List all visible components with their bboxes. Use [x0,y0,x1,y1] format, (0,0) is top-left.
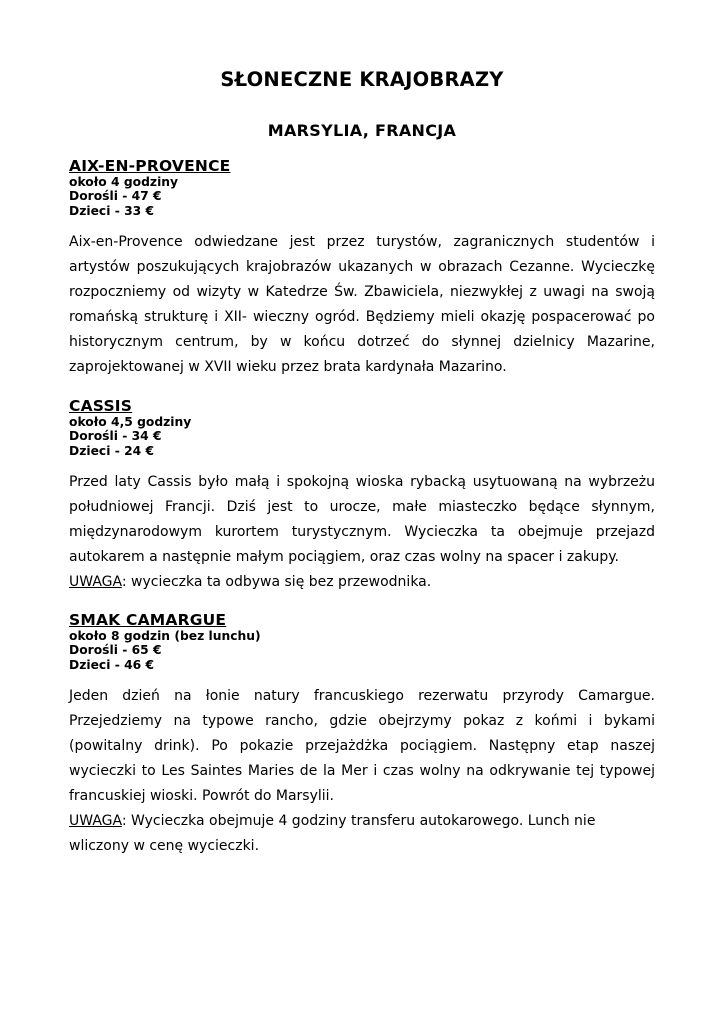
tour-section-aix [69,157,655,380]
document-subtitle: MARSYLIA, FRANCJA [267,121,457,140]
tour-price-adults: Dorośli - 34 € [69,429,162,444]
tour-duration: około 4,5 godziny [69,415,192,429]
tour-description: Aix-en-Provence odwiedzane jest przez turystów, zagranicznych studentów i artystów poszukujących krajobrazów ukazanych w obrazach Cezanne. Wycieczkę rozpoczniemy od wizyty w Katedrze Św. Zbawiciela, niezwykłej z uwagi na swoją romańską strukturę i XII- wieczny ogród. Będziemy mieli okazję pospacerować po historycznym centrum, by w końcu dotrzeć do słynnej dzielnicy Mazarine, zaprojektowanej w XVII wieku przez brata kardynała Mazarino. [69,234,655,376]
tour-section-cassis [69,397,655,595]
tour-description: Przed laty Cassis było małą i spokojną wioska rybacką usytuowaną na wybrzeżu południowej Francji. Dziś jest to urocze, małe miasteczko będące słynnym, międzynarodowym kurortem turystycznym. Wycieczka ta obejmuje przejazd autokarem a następnie małym pociągiem, oraz czas wolny na spacer i zakupy. [69,474,655,566]
tour-note [69,809,655,859]
tour-price-children: Dzieci - 33 € [69,203,155,218]
note-label: UWAGA [69,813,122,830]
tour-title: SMAK CAMARGUE [69,611,227,629]
tour-note [69,570,655,595]
tour-price-adults: Dorośli - 47 € [69,189,162,204]
note-text: : Wycieczka obejmuje 4 godziny transferu autokarowego. Lunch nie wliczony w cenę wycieczki. [69,813,596,855]
tour-price-children: Dzieci - 46 € [69,657,155,672]
tour-price-adults: Dorośli - 65 € [69,643,162,658]
tour-description: Jeden dzień na łonie natury francuskiego rezerwatu przyrody Camargue. Przejedziemy na typowe rancho, gdzie obejrzymy pokaz z końmi i bykami (powitalny drink). Po pokazie przejażdżka pociągiem. Następny etap naszej wycieczki to Les Saintes Maries de la Mer i czas wolny na odkrywanie tej typowej francuskiej wioski. Powrót do Marsylii. [69,688,655,805]
document-title: SŁONECZNE KRAJOBRAZY [220,68,504,91]
note-text: : wycieczka ta odbywa się bez przewodnika. [121,574,432,591]
tour-duration: około 4 godziny [69,175,179,189]
tour-section-camargue [69,611,655,859]
note-label: UWAGA [69,574,122,591]
tour-duration: około 8 godzin (bez lunchu) [69,629,261,643]
tour-title: CASSIS [69,397,133,415]
tour-price-children: Dzieci - 24 € [69,443,155,458]
tour-title: AIX-EN-PROVENCE [69,157,231,175]
